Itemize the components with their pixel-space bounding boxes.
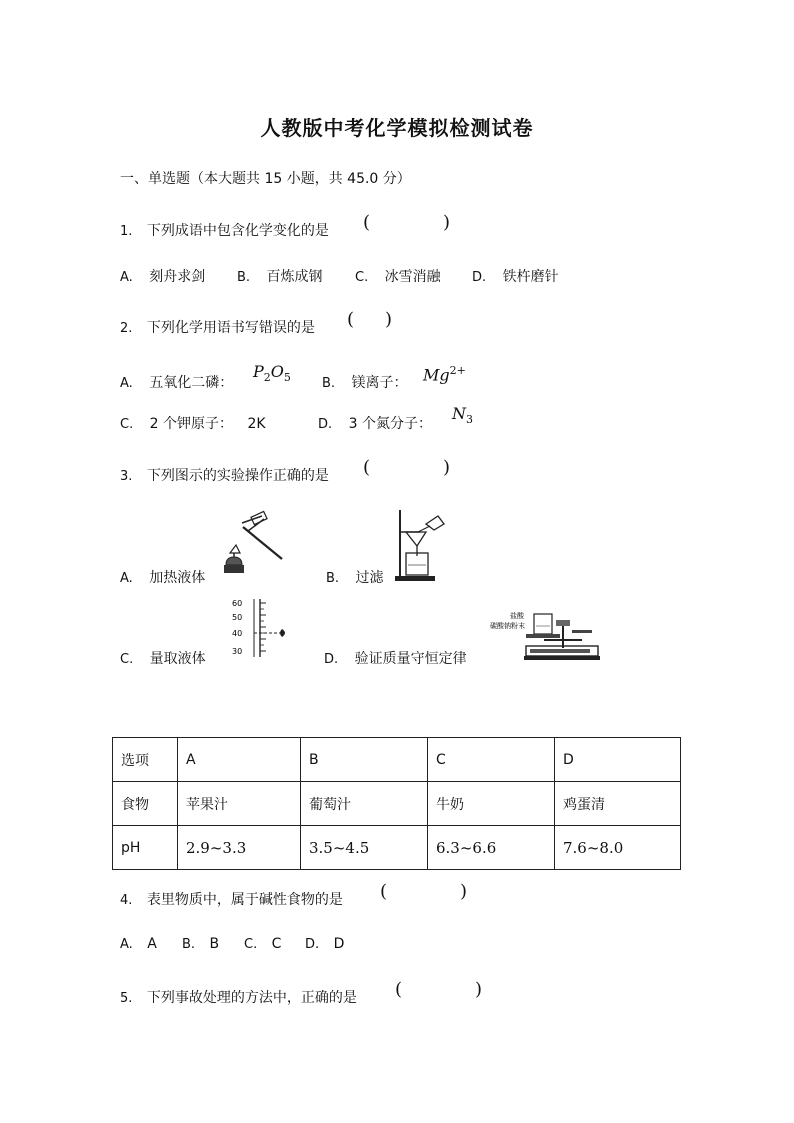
question-number: 2.: [120, 321, 133, 336]
option-4b: [182, 936, 219, 952]
option-letter: C.: [120, 652, 134, 667]
cylinder-tick-label: 30: [232, 647, 243, 656]
answer-paren-close: ): [460, 881, 468, 902]
option-letter: D.: [472, 270, 487, 285]
option-3d: [324, 648, 467, 668]
option-letter: D.: [305, 937, 320, 952]
question-3: [120, 465, 329, 485]
answer-paren-open: (: [347, 309, 355, 330]
option-letter: B.: [237, 270, 251, 285]
option-3a: [120, 567, 205, 587]
question-1: [120, 220, 329, 240]
graduated-cylinder-illustration: [232, 597, 292, 659]
answer-paren-close: ): [475, 979, 483, 1000]
table-row: [113, 826, 681, 870]
page-title: 人教版中考化学模拟检测试卷: [260, 116, 534, 140]
ph-range: 2.9~3.3: [186, 838, 247, 857]
formula-sub: 5: [283, 371, 291, 385]
formula-base: O: [270, 362, 284, 381]
table-cell: [428, 826, 555, 870]
answer-paren-open: (: [363, 212, 371, 233]
option-2a: [120, 372, 233, 392]
formula-p2o5: [253, 362, 291, 384]
option-text: 加热液体: [149, 570, 206, 586]
question-number: 5.: [120, 991, 133, 1006]
option-text: 3 个氮分子：: [348, 416, 432, 432]
cylinder-tick-label: 60: [232, 599, 243, 608]
formula-mg-ion: [423, 364, 466, 384]
option-letter: C.: [120, 417, 134, 432]
answer-paren-close: ): [443, 457, 451, 478]
table-cell: C: [428, 738, 555, 782]
option-3c: [120, 648, 206, 668]
option-text: D: [333, 936, 345, 952]
option-text: B: [209, 936, 220, 952]
option-4d: [305, 936, 344, 952]
table-cell: 鸡蛋清: [555, 782, 681, 826]
table-row: [113, 738, 681, 782]
option-text: 铁杵磨针: [502, 269, 559, 285]
formula-base: N: [452, 404, 466, 423]
table-cell: 牛奶: [428, 782, 555, 826]
option-1c: [355, 266, 441, 286]
balance-label: 碳酸钠粉末: [490, 622, 525, 630]
filtration-illustration: [394, 508, 446, 583]
option-text: 冰雪消融: [384, 269, 441, 285]
option-letter: C.: [355, 270, 369, 285]
option-letter: A.: [120, 270, 133, 285]
question-text: 下列成语中包含化学变化的是: [146, 223, 329, 239]
formula-sub: 3: [466, 413, 473, 427]
question-text: 下列图示的实验操作正确的是: [146, 468, 329, 484]
ph-range: 3.5~4.5: [309, 838, 370, 857]
option-letter: A.: [120, 376, 133, 391]
table-row: [113, 782, 681, 826]
option-2c: [120, 413, 266, 433]
option-text: 百炼成钢: [266, 269, 323, 285]
table-cell: pH: [113, 826, 178, 870]
option-letter: B.: [326, 571, 340, 586]
option-letter: B.: [322, 376, 336, 391]
table-cell: [301, 826, 428, 870]
question-2: [120, 317, 315, 337]
answer-paren-close: ): [443, 212, 451, 233]
formula-base: Mg: [423, 365, 450, 385]
option-4a: [120, 936, 157, 952]
option-letter: B.: [182, 937, 196, 952]
table-cell: 苹果汁: [178, 782, 301, 826]
question-number: 1.: [120, 224, 133, 239]
option-3b: [326, 567, 384, 587]
option-text: 刻舟求剑: [149, 269, 206, 285]
table-cell: 葡萄汁: [301, 782, 428, 826]
cylinder-tick-label: 40: [232, 629, 243, 638]
cylinder-tick-label: 50: [232, 613, 243, 622]
answer-paren-open: (: [395, 979, 403, 1000]
table-cell: B: [301, 738, 428, 782]
table-cell: [555, 826, 681, 870]
option-text: C: [271, 936, 282, 952]
formula-sub: 2: [263, 371, 271, 385]
option-1b: [237, 266, 323, 286]
ph-range: 6.3~6.6: [436, 838, 497, 857]
option-value: 2K: [247, 416, 266, 432]
ph-table: [112, 737, 681, 870]
question-number: 3.: [120, 469, 133, 484]
option-letter: D.: [324, 652, 339, 667]
option-text: 2 个钾原子：: [149, 416, 234, 432]
question-text: 表里物质中，属于碱性食物的是: [146, 892, 343, 908]
balance-illustration: [486, 608, 601, 662]
question-5: [120, 987, 357, 1007]
section-header: 一、单选题（本大题共 15 小题，共 45.0 分）: [120, 171, 411, 187]
option-text: 验证质量守恒定律: [354, 651, 467, 667]
formula-sup: 2+: [449, 364, 466, 377]
question-text: 下列化学用语书写错误的是: [146, 320, 315, 336]
table-cell: A: [178, 738, 301, 782]
heating-liquid-illustration: [218, 513, 288, 583]
option-text: 五氧化二磷：: [149, 375, 234, 391]
option-4c: [244, 936, 281, 952]
table-cell: D: [555, 738, 681, 782]
option-text: 过滤: [355, 570, 384, 586]
answer-paren-close: ): [385, 309, 393, 330]
question-number: 4.: [120, 893, 133, 908]
ph-range: 7.6~8.0: [563, 838, 624, 857]
option-2d: [318, 413, 432, 433]
formula-n3: [452, 404, 473, 426]
question-text: 下列事故处理的方法中，正确的是: [146, 990, 357, 1006]
table-cell: [178, 826, 301, 870]
option-1a: [120, 266, 205, 286]
answer-paren-open: (: [363, 457, 371, 478]
option-text: 镁离子：: [351, 375, 408, 391]
option-letter: A.: [120, 937, 133, 952]
option-text: A: [147, 936, 157, 952]
option-text: 量取液体: [149, 651, 206, 667]
option-letter: A.: [120, 571, 133, 586]
option-letter: C.: [244, 937, 258, 952]
option-2b: [322, 372, 408, 392]
option-1d: [472, 266, 559, 286]
balance-label: 盐酸: [510, 612, 524, 620]
option-letter: D.: [318, 417, 333, 432]
formula-base: P: [253, 362, 264, 381]
answer-paren-open: (: [380, 881, 388, 902]
table-cell: 选项: [113, 738, 178, 782]
question-4: [120, 889, 343, 909]
table-cell: 食物: [113, 782, 178, 826]
